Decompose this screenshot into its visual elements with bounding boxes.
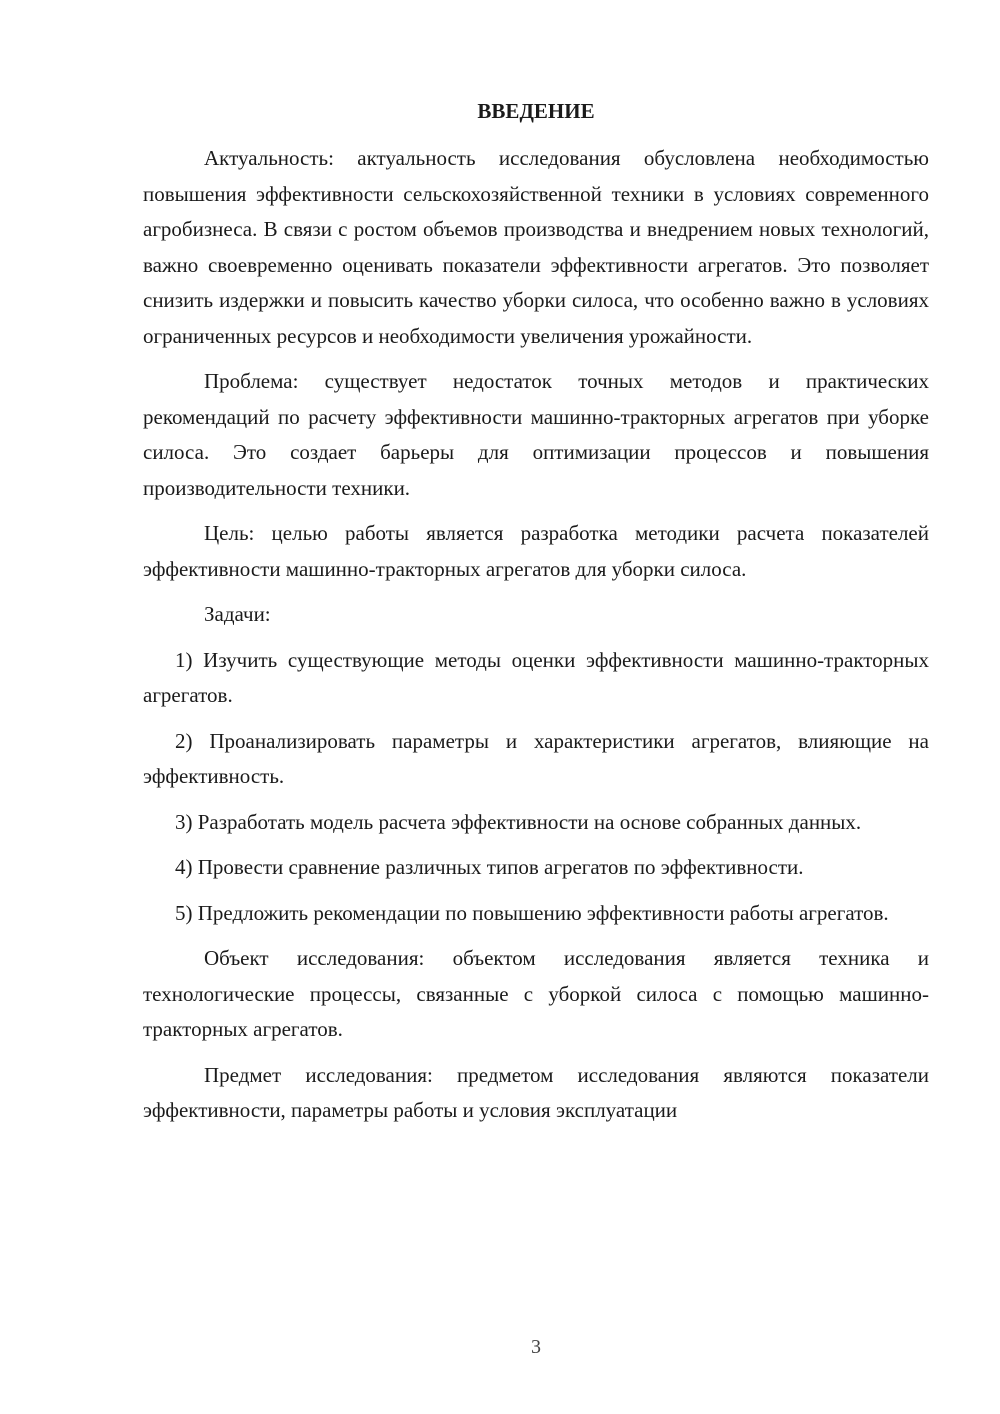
paragraph-tasks-heading: Задачи: <box>204 602 271 626</box>
task-item-2: 2) Проанализировать параметры и характеристики агрегатов, влияющие на эффективность. <box>143 728 929 788</box>
paragraph-goal: Цель: целью работы является разработка методики расчета показателей эффективности машинно-тракторных агрегатов для уборки силоса. <box>143 521 929 581</box>
task-item-5: 5) Предложить рекомендации по повышению эффективности работы агрегатов. <box>175 900 889 925</box>
task-item-3: 3) Разработать модель расчета эффективности на основе собранных данных. <box>175 809 862 834</box>
paragraph-subject: Предмет исследования: предметом исследования являются показатели эффективности, параметры работы и условия эксплуатации <box>143 1062 929 1122</box>
paragraph-relevance: Актуальность: актуальность исследования обусловлена необходимостью повышения эффективности сельскохозяйственной техники в условиях современного агробизнеса. В связи с ростом объемов производства и внедрением новых технологий, важно своевременно оценивать показатели эффективности агрегатов. Это позволяет снизить издержки и повысить качество уборки силоса, что особенно важно в условиях ограниченных ресурсов и необходимости увеличения урожайности. <box>143 146 929 348</box>
page-number: 3 <box>531 1336 541 1358</box>
paragraph-problem: Проблема: существует недостаток точных методов и практических рекомендаций по расчету эффективности машинно-тракторных агрегатов при уборке силоса. Это создает барьеры для оптимизации процессов и повышения производительности техники. <box>143 369 929 500</box>
paragraph-object: Объект исследования: объектом исследования является техника и технологические процессы, связанные с уборкой силоса с помощью машинно-тракторных агрегатов. <box>143 946 929 1041</box>
task-item-4: 4) Провести сравнение различных типов агрегатов по эффективности. <box>175 855 804 879</box>
page-title: ВВЕДЕНИЕ <box>477 99 595 123</box>
body-text <box>143 141 929 1139</box>
task-item-1: 1) Изучить существующие методы оценки эффективности машинно-тракторных агрегатов. <box>143 647 929 707</box>
